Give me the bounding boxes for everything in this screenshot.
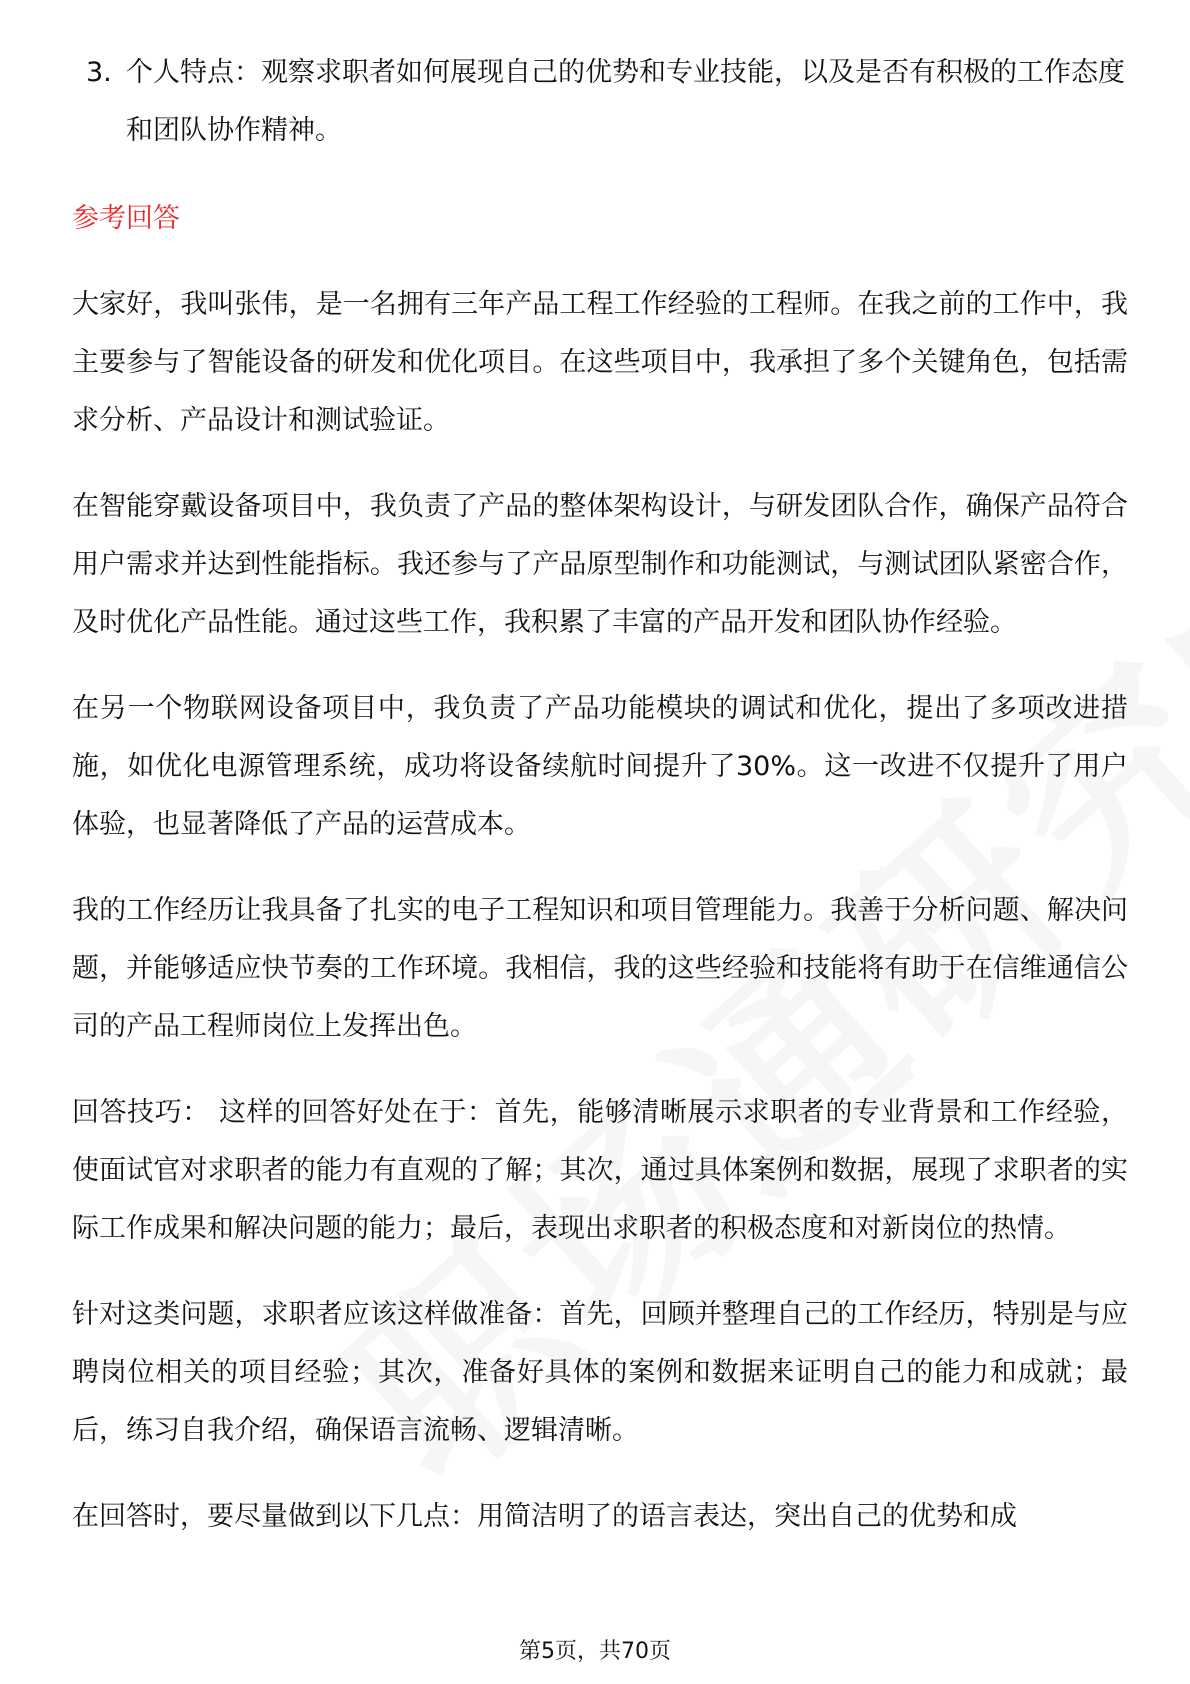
list-item-text: 个人特点：观察求职者如何展现自己的优势和专业技能，以及是否有积极的工作态度和团队协作精神。	[126, 57, 1125, 146]
paragraph-answer-tips: 回答技巧： 这样的回答好处在于：首先，能够清晰展示求职者的专业背景和工作经验，使面试官对求职者的能力有直观的了解；其次，通过具体案例和数据，展现了求职者的实际工作成果和解决问题的能力；最后，表现出求职者的积极态度和对新岗位的热情。	[72, 1097, 1128, 1244]
paragraph-iot-project: 在另一个物联网设备项目中，我负责了产品功能模块的调试和优化，提出了多项改进措施，如优化电源管理系统，成功将设备续航时间提升了30%。这一改进不仅提升了用户体验，也显著降低了产品的运营成本。	[72, 693, 1128, 840]
page-footer: 第5页，共70页	[519, 1639, 671, 1664]
list-item	[72, 44, 1128, 160]
section-title: 参考回答	[72, 203, 180, 234]
document-body	[72, 44, 1128, 1574]
paragraph-summary: 我的工作经历让我具备了扎实的电子工程知识和项目管理能力。我善于分析问题、解决问题，并能够适应快节奏的工作环境。我相信，我的这些经验和技能将有助于在信维通信公司的产品工程师岗位上发挥出色。	[72, 895, 1128, 1042]
paragraph-intro: 大家好，我叫张伟，是一名拥有三年产品工程工作经验的工程师。在我之前的工作中，我主要参与了智能设备的研发和优化项目。在这些项目中，我承担了多个关键角色，包括需求分析、产品设计和测试验证。	[72, 289, 1128, 436]
paragraph-preparation: 针对这类问题，求职者应该这样做准备：首先，回顾并整理自己的工作经历，特别是与应聘岗位相关的项目经验；其次，准备好具体的案例和数据来证明自己的能力和成就；最后，练习自我介绍，确保语言流畅、逻辑清晰。	[72, 1299, 1128, 1446]
paragraph-answering: 在回答时，要尽量做到以下几点：用简洁明了的语言表达，突出自己的优势和成	[72, 1501, 1017, 1532]
paragraph-wearable-project: 在智能穿戴设备项目中，我负责了产品的整体架构设计，与研发团队合作，确保产品符合用户需求并达到性能指标。我还参与了产品原型制作和功能测试，与测试团队紧密合作，及时优化产品性能。通过这些工作，我积累了丰富的产品开发和团队协作经验。	[72, 491, 1128, 638]
list-number: 3.	[86, 57, 112, 88]
